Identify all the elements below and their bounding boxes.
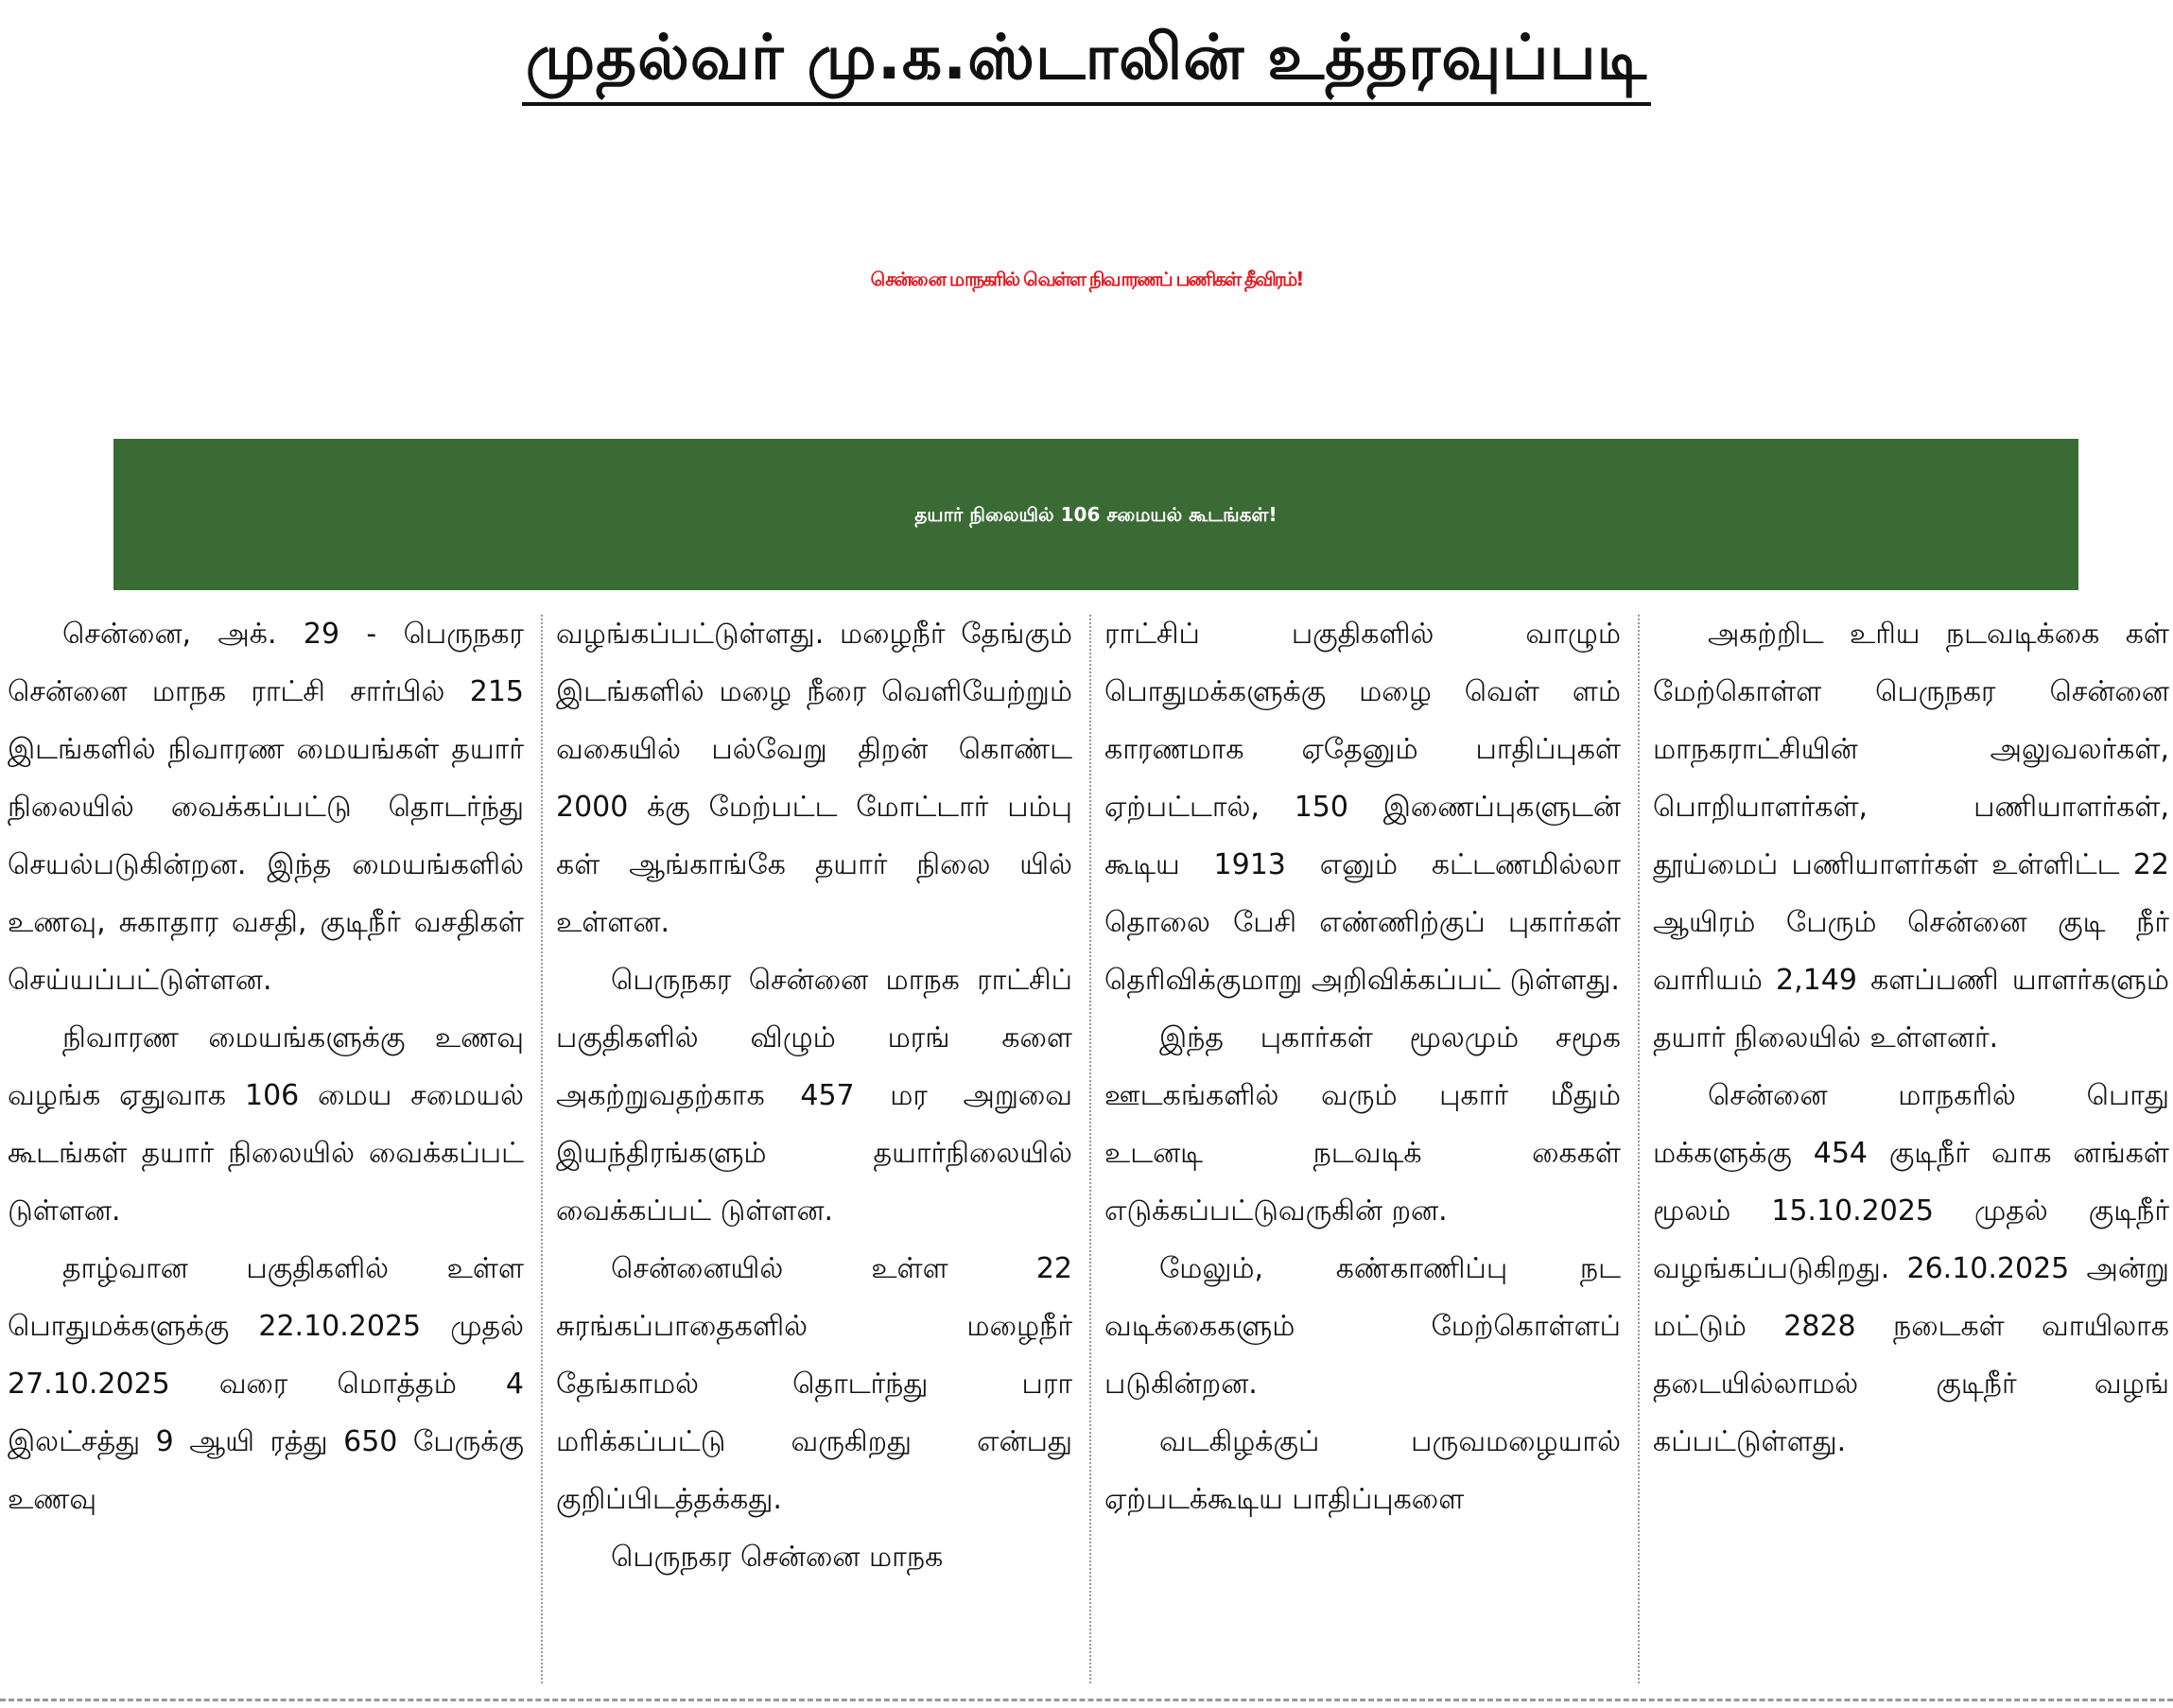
paragraph: சென்னை, அக். 29 - பெருநகர சென்னை மாநக ராட்சி சார்பில் 215 இடங்களில் நிவாரண மையங்கள் தயார் நிலையில் வைக்கப்பட்டு தொடர்ந்து செயல்படுகின்றன. இந்த மையங்களில் உணவு, சுகாதார வசதி, குடிநீர் வசதிகள் செய்யப்பட்டுள்ளன. bbox=[8, 618, 524, 997]
column-divider bbox=[1638, 615, 1640, 1683]
subheadline-banner: தயார் நிலையில் 106 சமையல் கூடங்கள்! bbox=[113, 439, 2078, 590]
paragraph: சென்னையில் உள்ள 22 சுரங்கப்பாதைகளில் மழைநீர் தேங்காமல் தொடர்ந்து பரா மரிக்கப்பட்டு வருகிறது என்பது குறிப்பிடத்தக்கது. bbox=[556, 1252, 1072, 1516]
column-2 bbox=[556, 605, 1072, 1693]
column-divider bbox=[541, 615, 543, 1683]
paragraph: ராட்சிப் பகுதிகளில் வாழும் பொதுமக்களுக்கு மழை வெள் ளம் காரணமாக ஏதேனும் பாதிப்புகள் ஏற்பட்டால், 150 இணைப்புகளுடன் கூடிய 1913 எனும் கட்டணமில்லா தொலை பேசி எண்ணிற்குப் புகார்கள் தெரிவிக்குமாறு அறிவிக்கப்பட் டுள்ளது. bbox=[1104, 618, 1621, 997]
paragraph: தாழ்வான பகுதிகளில் உள்ள பொதுமக்களுக்கு 22.10.2025 முதல் 27.10.2025 வரை மொத்தம் 4 இலட்சத்து 9 ஆயி ரத்து 650 பேருக்கு உணவு bbox=[8, 1252, 524, 1516]
paragraph: வழங்கப்பட்டுள்ளது. மழைநீர் தேங்கும் இடங்களில் மழை நீரை வெளியேற்றும் வகையில் பல்வேறு திறன் கொண்ட 2000 க்கு மேற்பட்ட மோட்டார் பம்பு கள் ஆங்காங்கே தயார் நிலை யில் உள்ளன. bbox=[556, 618, 1072, 939]
paragraph: சென்னை மாநகரில் பொது மக்களுக்கு 454 குடிநீர் வாக னங்கள் மூலம் 15.10.2025 முதல் குடிநீர் வழங்கப்படுகிறது. 26.10.2025 அன்று மட்டும் 2828 நடைகள் வாயிலாக தடையில்லாமல் குடிநீர் வழங் கப்பட்டுள்ளது. bbox=[1653, 1079, 2169, 1458]
article-kicker bbox=[0, 17, 2173, 112]
article-headline: சென்னை மாநகரில் வெள்ள நிவாரணப் பணிகள் தீவிரம்! bbox=[870, 268, 1303, 290]
column-1 bbox=[8, 605, 524, 1693]
column-4 bbox=[1653, 605, 2169, 1693]
paragraph: பெருநகர சென்னை மாநக ராட்சிப் பகுதிகளில் விழும் மரங் களை அகற்றுவதற்காக 457 மர அறுவை இயந்திரங்களும் தயார்நிலையில் வைக்கப்பட் டுள்ளன. bbox=[556, 964, 1072, 1228]
paragraph: வடகிழக்குப் பருவமழையால் ஏற்படக்கூடிய பாதிப்புகளை bbox=[1104, 1425, 1621, 1516]
bottom-divider bbox=[0, 1699, 2173, 1701]
kicker-text: முதல்வர் மு.க.ஸ்டாலின் உத்தரவுப்படி bbox=[522, 17, 1651, 106]
paragraph: இந்த புகார்கள் மூலமும் சமூக ஊடகங்களில் வரும் புகார் மீதும் உடனடி நடவடிக் கைகள் எடுக்கப்பட்டுவருகின் றன. bbox=[1104, 1021, 1621, 1228]
article-body bbox=[0, 605, 2173, 1693]
paragraph: மேலும், கண்காணிப்பு நட வடிக்கைகளும் மேற்கொள்ளப் படுகின்றன. bbox=[1104, 1252, 1621, 1401]
column-3 bbox=[1104, 605, 1621, 1693]
column-divider bbox=[1089, 615, 1091, 1683]
paragraph: நிவாரண மையங்களுக்கு உணவு வழங்க ஏதுவாக 106 மைய சமையல் கூடங்கள் தயார் நிலையில் வைக்கப்பட் டுள்ளன. bbox=[8, 1021, 524, 1228]
paragraph: அகற்றிட உரிய நடவடிக்கை கள் மேற்கொள்ள பெருநகர சென்னை மாநகராட்சியின் அலுவலர்கள், பொறியாளர்கள், பணியாளர்கள், தூய்மைப் பணியாளர்கள் உள்ளிட்ட 22 ஆயிரம் பேரும் சென்னை குடி நீர் வாரியம் 2,149 களப்பணி யாளர்களும் தயார் நிலையில் உள்ளனர். bbox=[1653, 618, 2169, 1054]
paragraph: பெருநகர சென்னை மாநக bbox=[611, 1541, 944, 1574]
